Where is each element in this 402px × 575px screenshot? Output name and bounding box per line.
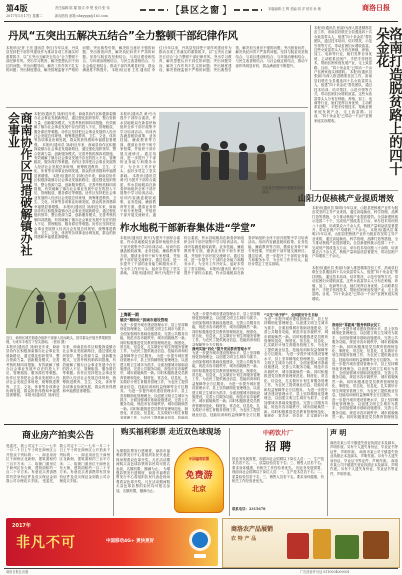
lower-col-2	[192, 312, 260, 420]
shangnan-body: 本报讯(通讯员 刘涛)近年来，商南县协作区积极探索镇办社会事业发展新路径，通过强化组织领导、整合资源力量、创新服务模式、完善考核机制四项措施，有效破解了镇办社会事业发展中存在的投入不足、管理粗放、服务滞后等难题。协作区坚持把社会事业发展纳入经济社会发展总体规划，统筹推进教育、卫生、文化、体育等各项事业协调发展，群众的获得感和幸福感显著增强。 本报讯(通讯员 刘涛)近年来，商南县协作区积极探索镇办社会事业发展新路径，通过强化组织领导、整合资源力量、创新服务模式、完善考核机制四项措施，有效破解了镇办社会事业发展中存在的投入不足、管理粗放、服务滞后等难题。协作区坚持把社会事业发展纳入经济社会发展总体规划，统筹推进教育、卫生、文化、体育等各项事业协调发展，群众的获得感和幸福感显著增强。 本报讯(通讯员 刘涛)近年来，商南县协作区积极探索镇办社会事业发展新路径，通过强化组织领导、整合资源力量、创新服务模式、完善考核机制四项措施，有效破解了镇办社会事业发展中存在的投入不足、管理粗放、服务滞后等难题。协作区坚持把社会事业发展纳入经济社会发展总体规划，统筹推进教育、卫生、文化、体育等各项事业协调发展，群众的获得感和幸福感显著增强。 本报讯(通讯员 刘涛)近年来，商南县协作区积极探索镇办社会事业发展新路径，通过强化组织领导、整合资源力量、创新服务模式、完善考核机制四项措施，有效破解了镇办社会事业发展中存在的投入不足、管理粗放、服务滞后等难题。协作区坚持把社会事业发展纳入经济社会发展总体规划，统筹推进教育、卫生、文化、体育等各项事业协调发展，群众的获得感和幸福感显著增强。	[34, 112, 116, 240]
section-title: 县区之窗	[180, 6, 221, 16]
footer-right: 广告经营许可证 6110004000001	[300, 570, 350, 574]
lottery-badge-sub: 北京	[192, 485, 206, 493]
lower-col-4	[332, 322, 398, 420]
center-photo-caption: 山阳县法官驻村开展普法宣传活动。	[262, 186, 304, 194]
page-number: 第4版	[6, 4, 28, 13]
auction-title: 商业房产拍卖公告	[21, 431, 94, 441]
col4-title: 洛南县“零距离”服务转移农民工	[332, 323, 381, 327]
lead-body: 本报讯(记者 王亮 通讯员 李红)今年以来，丹凤县坚持把干部作风建设作为推动各项工作落实的重要抓手，以“五突出五解决五结合”全力整顿干部纪律作风。突出学习教育，解决思想认识不到位的问题；突出问题导向，解决工作作风不扎实的问题；突出制度建设，解决管理监督不严格的问题；突出典型引领，解决担当意识不强的问题；突出督查问责，解决执纪问责不严肃的问题。坚持与脱贫攻坚相结合、与项目建设相结合、与环境治理相结合、与民生改善相结合、与社会稳定相结合，推动干部作风明显好转，群众满意度不断提升。 本报讯(记者 王亮 通讯员 李红)今年以来，丹凤县坚持把干部作风建设作为推动各项工作落实的重要抓手，以“五突出五解决五结合”全力整顿干部纪律作风。突出学习教育，解决思想认识不到位的问题；突出问题导向，解决工作作风不扎实的问题；突出制度建设，解决管理监督不严格的问题；突出典型引领，解决担当意识不强的问题；突出督查问责，解决执纪问责不严肃的问题。坚持与脱贫攻坚相结合、与项目建设相结合、与环境治理相结合、与民生改善相结合、与社会稳定相结合，推动干部作风明显好转，群众满意度不断提升。	[6, 46, 308, 73]
produce-title: 商洛农产品展销	[231, 526, 274, 533]
paper-logo: 商洛日报	[362, 3, 390, 12]
email-line: 新闻热线 邮箱:shxyyqx@163.com	[55, 14, 108, 18]
lottery-badge-top: 中国福利彩票	[188, 457, 210, 461]
shangnan-vertical-headline: 商南协作区四措破解镇办社会事业	[6, 112, 33, 256]
col1-subhead: 上海新一期	[120, 312, 139, 317]
lower-col-3	[264, 312, 328, 420]
left-photo-caption: 近日，商州区城关街道办组织干部深入田间地头，指导群众开展冬季果树管理，为来年丰收打下坚实基础。（张伟 摄）	[6, 336, 112, 344]
left-lower-body: 本报讯(通讯员 刘涛)近年来，商南县协作区积极探索镇办社会事业发展新路径，通过强化组织领导、整合资源力量、创新服务模式、完善考核机制四项措施，有效破解了镇办社会事业发展中存在的投入不足、管理粗放、服务滞后等难题。协作区坚持把社会事业发展纳入经济社会发展总体规划，统筹推进教育、卫生、文化、体育等各项事业协调发展，群众的获得感和幸福感显著增强。 本报讯(通讯员 刘涛)近年来，商南县协作区积极探索镇办社会事业发展新路径，通过强化组织领导、整合资源力量、创新服务模式、完善考核机制四项措施，有效破解了镇办社会事业发展中存在的投入不足、管理粗放、服务滞后等难题。协作区坚持把社会事业发展纳入经济社会发展总体规划，统筹推进教育、卫生、文化、体育等各项事业协调发展，群众的获得感和幸福感显著增强。	[6, 345, 116, 398]
footer-left: 商洛日报社出版	[6, 570, 29, 574]
lottery-title: 购买福利彩票 走近双色球现场	[120, 427, 222, 436]
promo-tagline: 中国移动4G+ 更快更好	[106, 539, 155, 544]
notice-ad	[330, 428, 398, 516]
recruit-body: 因业务发展需要，现面向社会招聘以下岗位人员：一、生产技术员若干名；二、质量检验员若干名；三、销售人员若干名。要求身体健康，有相关工作经验者优先。 因业务发展需要，现面向社会招聘以下岗位人员：一、生产技术员若干名；二、质量检验员若干名；三、销售人员若干名。要求身体健康，有相关工作经验者优先。	[232, 457, 324, 484]
luonan-body: 本报讯(通讯员 张丽)为深入推进精准扶贫工作，洛南县妇联在全县遴选四十名女致富带头人，组建“四十朵金花”帮扶团队，通过技术培训、结对帮扶、示范引领等方式，带动贫困妇女增收致富。这些女致富带头人分布在种植、养殖、加工、电商等行业，她们发挥自身优势，主动联系贫困户，手把手传授技术，帮助贫困家庭发展产业，走上致富路。目前，“四十朵金花”已带动一千余户贫困家庭实现增收。 本报讯(通讯员 张丽)为深入推进精准扶贫工作，洛南县妇联在全县遴选四十名女致富带头人，组建“四十朵金花”帮扶团队，通过技术培训、结对帮扶、示范引领等方式，带动贫困妇女增收致富。这些女致富带头人分布在种植、养殖、加工、电商等行业，她们发挥自身优势，主动联系贫困户，手把手传授技术，帮助贫困家庭发展产业，走上致富路。目前，“四十朵金花”已带动一千余户贫困家庭实现增收。	[314, 26, 372, 123]
top-right-meta: 本版编辑:王 辉 美编:刘 洋 校对:孙 敏	[268, 7, 321, 11]
ads-divider-1	[113, 428, 114, 516]
luonan-vertical-headline: 洛南打造脱贫路上的四十朵金花	[373, 27, 402, 176]
col4-body: 为进一步提升城市建设管理水平，县上坚持精细化管理理念，以创建文明卫生城市为抓手，全面加强城市基础设施建设，完善公共服务功能，规范市容市貌秩序，城市面貌焕然一新。同时积极推进党员教育管理规范化、制度化、常态化、信息化，扎实做好计划生育服务管理工作，为农民工提供就业信息、技能培训和权益保障等全方位服务。 为进一步提升城市建设管理水平，县上坚持精细化管理理念，以创建文明卫生城市为抓手，全面加强城市基础设施建设，完善公共服务功能，规范市容市貌秩序，城市面貌焕然一新。同时积极推进党员教育管理规范化、制度化、常态化、信息化，扎实做好计划生育服务管理工作，为农民工提供就业信息、技能培训和权益保障等全方位服务。 为进一步提升城市建设管理水平，县上坚持精细化管理理念，以创建文明卫生城市为抓手，全面加强城市基础设施建设，完善公共服务功能，规范市容市貌秩序，城市面貌焕然一新。同时积极推进党员教育管理规范	[332, 327, 398, 419]
ads-top-rule	[4, 424, 398, 425]
lower-top-rule	[118, 309, 398, 310]
lottery-body: 为增强彩票发行透明度，商洛市福利彩票发行中心将组织彩民代表赴现场观看双色球开奖。凡在活动期间购买双色球彩票的彩民均可报名参加，名额有限，额满为止。 为增强彩票发行透明度，商洛市福利彩票发行中心将组织彩民代表赴现场观看双色球开奖。凡在活动期间购买双色球彩票的彩民均可报名参加，名额有限，额满为止。	[116, 449, 170, 493]
produce-banner	[222, 518, 400, 568]
date-line: 2017年1月17日 星期二	[6, 14, 43, 18]
recruit-contact: 联系电话：2315678	[232, 507, 266, 511]
lottery-badge-main: 免费游	[185, 471, 213, 481]
col2-body-top: 为进一步提升城市建设管理水平，县上坚持精细化管理理念，以创建文明卫生城市为抓手，全面加强城市基础设施建设，完善公共服务功能，规范市容市貌秩序，城市面貌焕然一新。同时积极推进党员教育管理规范化、制度化、常态化、信息化，扎实做好计划生育服务管理工作，为农民工提供就业信息、技能培训和权益保障等全方位服务。	[192, 312, 260, 346]
zhashui-body: 本报讯(通讯员 黄兴)为提升干部综合素质，柞水县地税局在新春伊始组织全体干部开展集中学习培训活动。培训内容涵盖税收政策、业务技能、廉政教育等方面，邀请业务骨干和专家授课，并组织干部开展交流研讨。通过培训，进一步提升了干部的业务能力和服务水平，为全年工作开好头、起好步奠定了坚实基础。 本报讯(通讯员 黄兴)为提升干部综合素质，柞水县地税局在新春伊始组织全体干部开展集中学习培训活动。培训内容涵盖税收政策、业务技能、廉政教育等方面，邀请业务骨干和专家授课，并组织干部开展交流研讨。通过培训，进一步提升了干部的业务能力和服务水平，为全年工作开好头、起好步奠定了坚实基础。 本报讯(通讯员 黄兴)为提升干部综合素质，柞水县地税局在新春伊始组织全体干部开展集中学习培训活动。培训内容涵盖税收政策、业务技能、廉政教育等方面，邀请业务骨干和专家授课，并组织干部开展交流研讨。通过培训，进一步提升了干部的业务能力和服务水平，为全年工作开好头、起好步奠定了坚实基础。	[120, 236, 308, 276]
auction-body: 受委托，我公司定于二〇一七年一月二十日上午十时在商州区公开拍卖下列标的：一、商业用房位于商州区北新街，建筑面积约三百平方米；二、临街门面房位于商州区东大街，建筑面积约一百二十平方米。有意竞买者请携带有效身份证件及竞买保证金到我公司办理竞买手续。 受委托，我公司定于二〇一七年一月二十日上午十时在商州区公开拍卖下列标的：一、商业用房位于商州区北新街，建筑面积约三百平方米；二、临街门面房位于商州区东大街，建筑面积约一百二十平方米。有意竞买者请携带有效身份证件及竞买保证金到我公司办理竞买手续。	[6, 444, 110, 484]
col3-title: “只生”给予护“、全面抓好计生目标	[264, 313, 319, 317]
recruit-ad	[232, 428, 324, 516]
ads-divider-2	[229, 428, 230, 516]
promo-banner	[6, 518, 218, 566]
lead-bottom-rule	[6, 107, 308, 108]
lead-headline: 丹凤“五突出五解决五结合”全力整顿干部纪律作风	[8, 30, 238, 42]
zhashui-headline: 柞水地税干部新春集体进“学堂”	[120, 223, 256, 234]
lower-col-1	[120, 312, 188, 420]
shanyang-body: 本报讯(通讯员 陈明)今年以来，山阳县把核桃产业作为脱贫攻坚的主导产业来抓，通过高接换优、科学管理、品牌打造等措施，全力推动核桃产业提质增效。全县新建核桃示范园二十个，完成低产园改造五万亩，举办技术培训班八十余期，培训果农六千余人次，核桃产量和品质显著提升，带动贫困户户均增收三千余元。 本报讯(通讯员 陈明)今年以来，山阳县把核桃产业作为脱贫攻坚的主导产业来抓，通过高接换优、科学管理、品牌打造等措施，全力推动核桃产业提质增效。全县新建核桃示范园二十个，完成低产园改造五万亩，举办技术培训班八十余期，培训果农六千余人次，核桃产量和品质显著提升，带动贫困户户均增收三千余元。	[312, 206, 398, 259]
col2-title: 商州实施“四化”提升党员教育管理水平	[192, 347, 251, 351]
masthead-rule	[4, 21, 398, 22]
shanyang-headline: 山阳力促核桃产业提质增效	[298, 194, 394, 203]
left-photo	[6, 268, 116, 334]
recruit-org: 中药饮片厂	[262, 430, 293, 437]
produce-subtitle: 农 特 产 品	[231, 536, 257, 542]
promo-slogan: 非凡不可	[16, 535, 76, 551]
section-rule-left	[140, 9, 168, 11]
left-photo-art	[6, 268, 116, 334]
notice-body: 商洛市某公司不慎遗失营业执照正本及副本，声明作废。另有个人遗失身份证、毕业证书等证件，声明作废。 商洛市某公司不慎遗失营业执照正本及副本，声明作废。另有个人遗失身份证、毕业证书等证件，声明作废。 商洛市某公司不慎遗失营业执照正本及副本，声明作废。另有个人遗失身份证、毕业证书等证件，声明作废。	[330, 441, 398, 476]
section-bracket-right: 】	[222, 6, 232, 17]
lottery-badge	[174, 447, 224, 513]
auction-ad	[6, 428, 110, 516]
lottery-ad	[116, 427, 226, 519]
produce-goods-icon	[283, 523, 395, 563]
col1-title: 镇安“精细化”抓城市建设管理	[120, 318, 168, 322]
right-col-rule	[310, 25, 311, 190]
right-mid-body: 本报讯(通讯员 张丽)为深入推进精准扶贫工作，洛南县妇联在全县遴选四十名女致富带头人，组建“四十朵金花”帮扶团队，通过技术培训、结对帮扶、示范引领等方式，带动贫困妇女增收致富。这些女致富带头人分布在种植、养殖、加工、电商等行业，她们发挥自身优势，主动联系贫困户，手把手传授技术，帮助贫困家庭发展产业，走上致富路。目前，“四十朵金花”已带动一千余户贫困家庭实现增收。	[312, 266, 398, 301]
section-rule-right	[234, 9, 262, 11]
promo-globe-icon	[186, 524, 214, 560]
col1-body: 为进一步提升城市建设管理水平，县上坚持精细化管理理念，以创建文明卫生城市为抓手，全面加强城市基础设施建设，完善公共服务功能，规范市容市貌秩序，城市面貌焕然一新。同时积极推进党员教育管理规范化、制度化、常态化、信息化，扎实做好计划生育服务管理工作，为农民工提供就业信息、技能培训和权益保障等全方位服务。 为进一步提升城市建设管理水平，县上坚持精细化管理理念，以创建文明卫生城市为抓手，全面加强城市基础设施建设，完善公共服务功能，规范市容市貌秩序，城市面貌焕然一新。同时积极推进党员教育管理规范化、制度化、常态化、信息化，扎实做好计划生育服务管理工作，为农民工提供就业信息、技能培训和权益保障等全方位服务。 为进一步提升城市建设管理水平，县上坚持精细化管理理念，以创建文明卫生城市为抓手，全面加强城市基础设施建设，完善公共服务功能，规范市容市貌秩序，城市面貌焕然一新。同时积极推进党员教育管理规范化、制度化、常态化、信息化，扎实做好计划生育服务管理工作，为农民工提供就业信息、技能培	[120, 323, 188, 419]
col3-body: 为进一步提升城市建设管理水平，县上坚持精细化管理理念，以创建文明卫生城市为抓手，全面加强城市基础设施建设，完善公共服务功能，规范市容市貌秩序，城市面貌焕然一新。同时积极推进党员教育管理规范化、制度化、常态化、信息化，扎实做好计划生育服务管理工作，为农民工提供就业信息、技能培训和权益保障等全方位服务。 为进一步提升城市建设管理水平，县上坚持精细化管理理念，以创建文明卫生城市为抓手，全面加强城市基础设施建设，完善公共服务功能，规范市容市貌秩序，城市面貌焕然一新。同时积极推进党员教育管理规范化、制度化、常态化、信息化，扎实做好计划生育服务管理工作，为农民工提供就业信息、技能培训和权益保障等全方位服务。 为进一步提升城市建设管理水平，县上坚持精细化管理理念，以创建文明卫生城市为抓手，全面加强城市基础设施建设，完善公共服务功能，规范市容市貌秩序，城市面貌焕然一新。同时积极推进党员教育管理规范化、制度化、常态化、信息化，扎实做好计划	[264, 317, 328, 417]
shanyang-top-rule	[312, 190, 398, 191]
recruit-title: 招 聘	[265, 440, 291, 453]
section-bracket-left: 【	[170, 6, 180, 17]
editor-line: 责任编辑:陈 耀 版式:李 想 校对:张 伟	[55, 6, 110, 10]
center-col-body: 本报讯(通讯员 黄兴)为提升干部综合素质，柞水县地税局在新春伊始组织全体干部开展集中学习培训活动。培训内容涵盖税收政策、业务技能、廉政教育等方面，邀请业务骨干和专家授课，并组织干部开展交流研讨。通过培训，进一步提升了干部的业务能力和服务水平，为全年工作开好头、起好步奠定了坚实基础。 本报讯(通讯员 黄兴)为提升干部综合素质，柞水县地税局在新春伊始组织全体干部开展集中学习培训活动。培训内容涵盖税收政策、业务技能、廉政教育等方面，邀请业务骨干和专家授课，并组织干部开展交流研讨。通	[120, 112, 156, 217]
col2-body: 为进一步提升城市建设管理水平，县上坚持精细化管理理念，以创建文明卫生城市为抓手，全面加强城市基础设施建设，完善公共服务功能，规范市容市貌秩序，城市面貌焕然一新。同时积极推进党员教育管理规范化、制度化、常态化、信息化，扎实做好计划生育服务管理工作，为农民工提供就业信息、技能培训和权益保障等全方位服务。 为进一步提升城市建设管理水平，县上坚持精细化管理理念，以创建文明卫生城市为抓手，全面加强城市基础设施建设，完善公共服务功能，规范市容市貌秩序，城市面貌焕然一新。同时积极推进党员教育管理规范化、制度化、常态化、信息化，扎实做好计划生育服务管理工作，为农民工提供就业信息、技能培训和权益保障等全方位服	[192, 351, 260, 417]
ads-divider-3	[327, 428, 328, 516]
notice-title: 声 明	[330, 429, 347, 437]
promo-year: 2017年	[12, 523, 31, 529]
